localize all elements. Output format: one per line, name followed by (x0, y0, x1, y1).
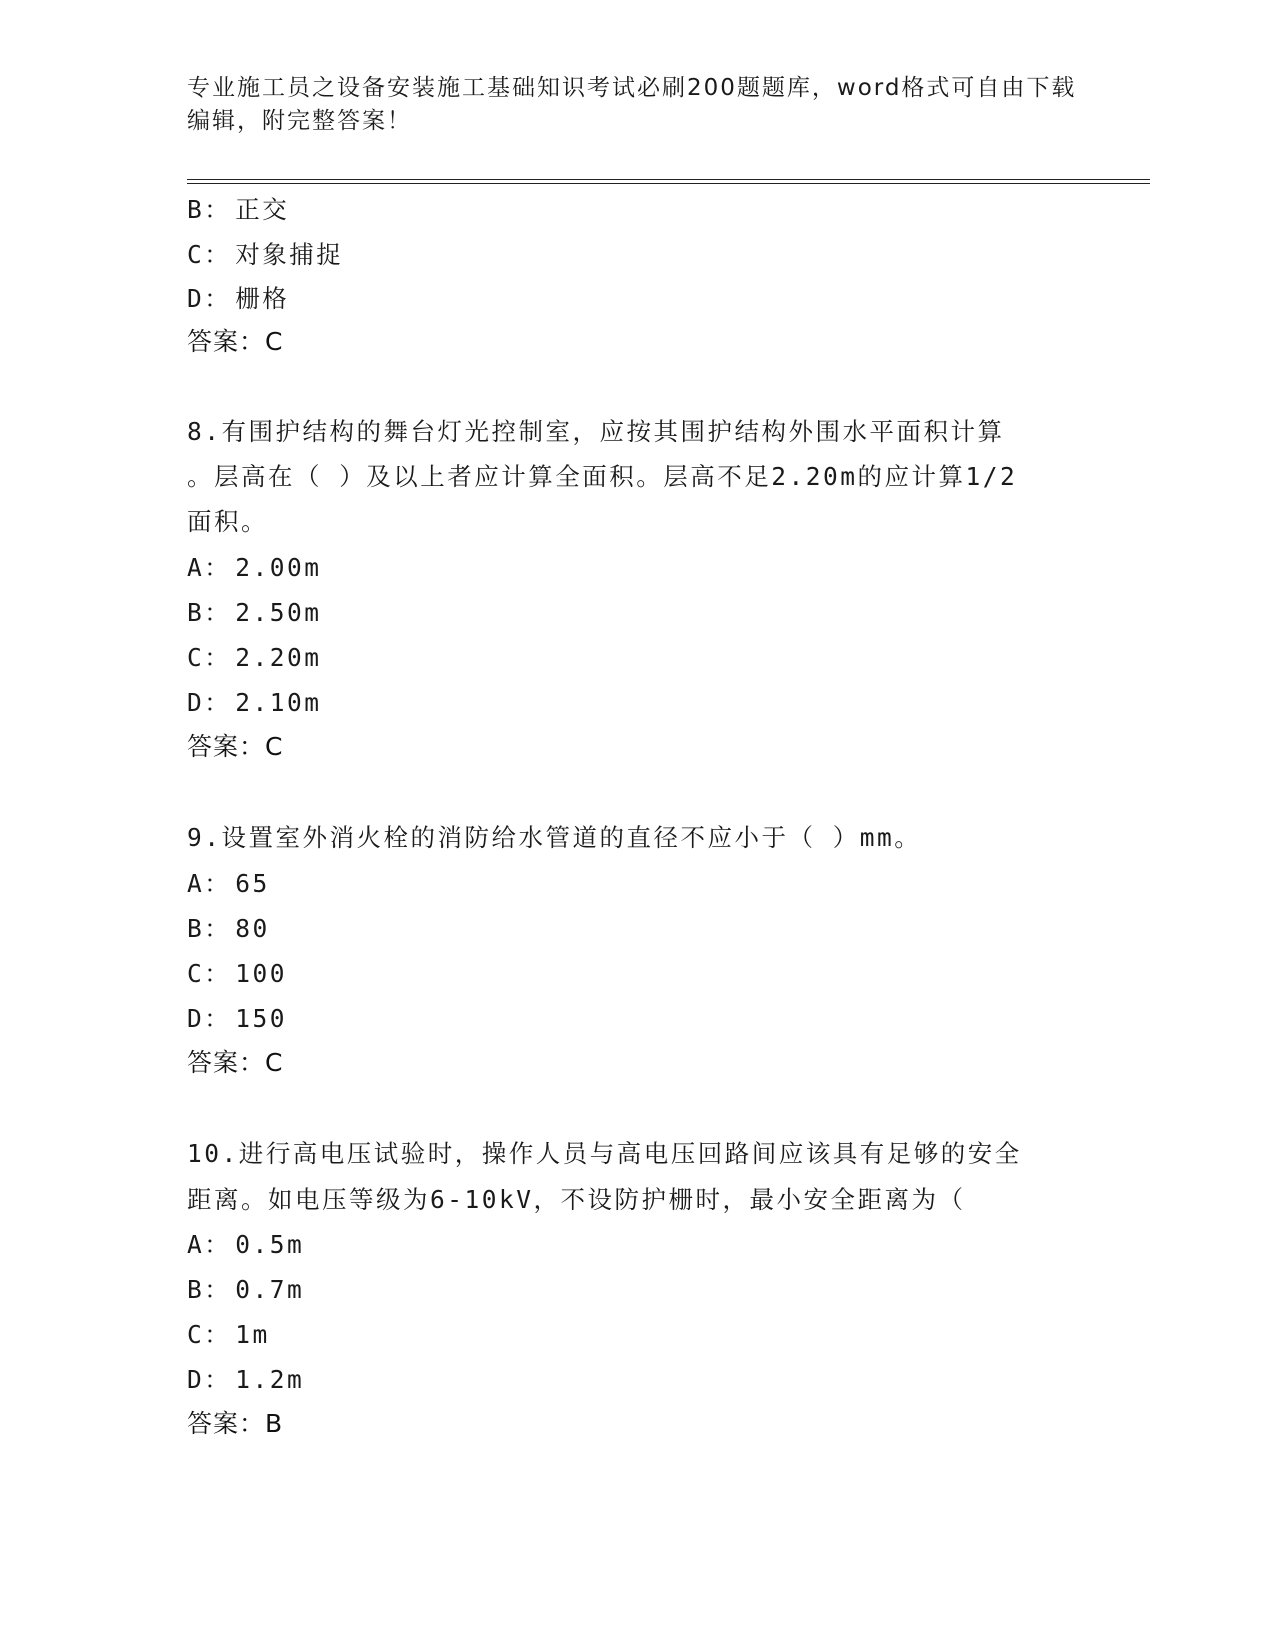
answer-line: 答案：C (187, 1048, 284, 1077)
option-b: B： 80 (187, 914, 270, 943)
option-b: B： 正交 (187, 195, 290, 224)
question-9-line-1: 9.设置室外消火栓的消防给水管道的直径不应小于（ ）mm。 (187, 823, 922, 852)
header-divider-bottom (187, 183, 1150, 184)
option-a: A： 0.5m (187, 1230, 305, 1259)
answer-line: 答案：C (187, 327, 284, 356)
question-8-line-1: 8.有围护结构的舞台灯光控制室，应按其围护结构外围水平面积计算 (187, 417, 1005, 446)
option-d: D： 150 (187, 1004, 288, 1033)
option-c: C： 对象捕捉 (187, 240, 344, 269)
question-8-line-3: 面积。 (187, 507, 268, 536)
answer-line: 答案：C (187, 732, 284, 761)
option-d: D： 2.10m (187, 688, 322, 717)
header-divider-top (187, 179, 1150, 180)
header-title-line-2: 编辑，附完整答案！ (187, 108, 412, 134)
option-d: D： 1.2m (187, 1365, 305, 1394)
option-b: B： 2.50m (187, 598, 322, 627)
option-d: D： 栅格 (187, 284, 290, 313)
document-header (187, 72, 1087, 138)
question-8-line-2: 。层高在（ ）及以上者应计算全面积。层高不足2.20m的应计算1/2 (187, 462, 1018, 491)
option-c: C： 1m (187, 1320, 270, 1349)
question-10-line-2: 距离。如电压等级为6-10kV，不设防护栅时，最小安全距离为（ (187, 1185, 966, 1214)
option-c: C： 2.20m (187, 643, 322, 672)
option-a: A： 65 (187, 869, 270, 898)
option-c: C： 100 (187, 959, 288, 988)
option-b: B： 0.7m (187, 1275, 305, 1304)
option-a: A： 2.00m (187, 553, 322, 582)
answer-line: 答案：B (187, 1409, 284, 1438)
header-title-line-1: 专业施工员之设备安装施工基础知识考试必刷200题题库，word格式可自由下载 (187, 75, 1077, 101)
question-10-line-1: 10.进行高电压试验时，操作人员与高电压回路间应该具有足够的安全 (187, 1139, 1022, 1168)
